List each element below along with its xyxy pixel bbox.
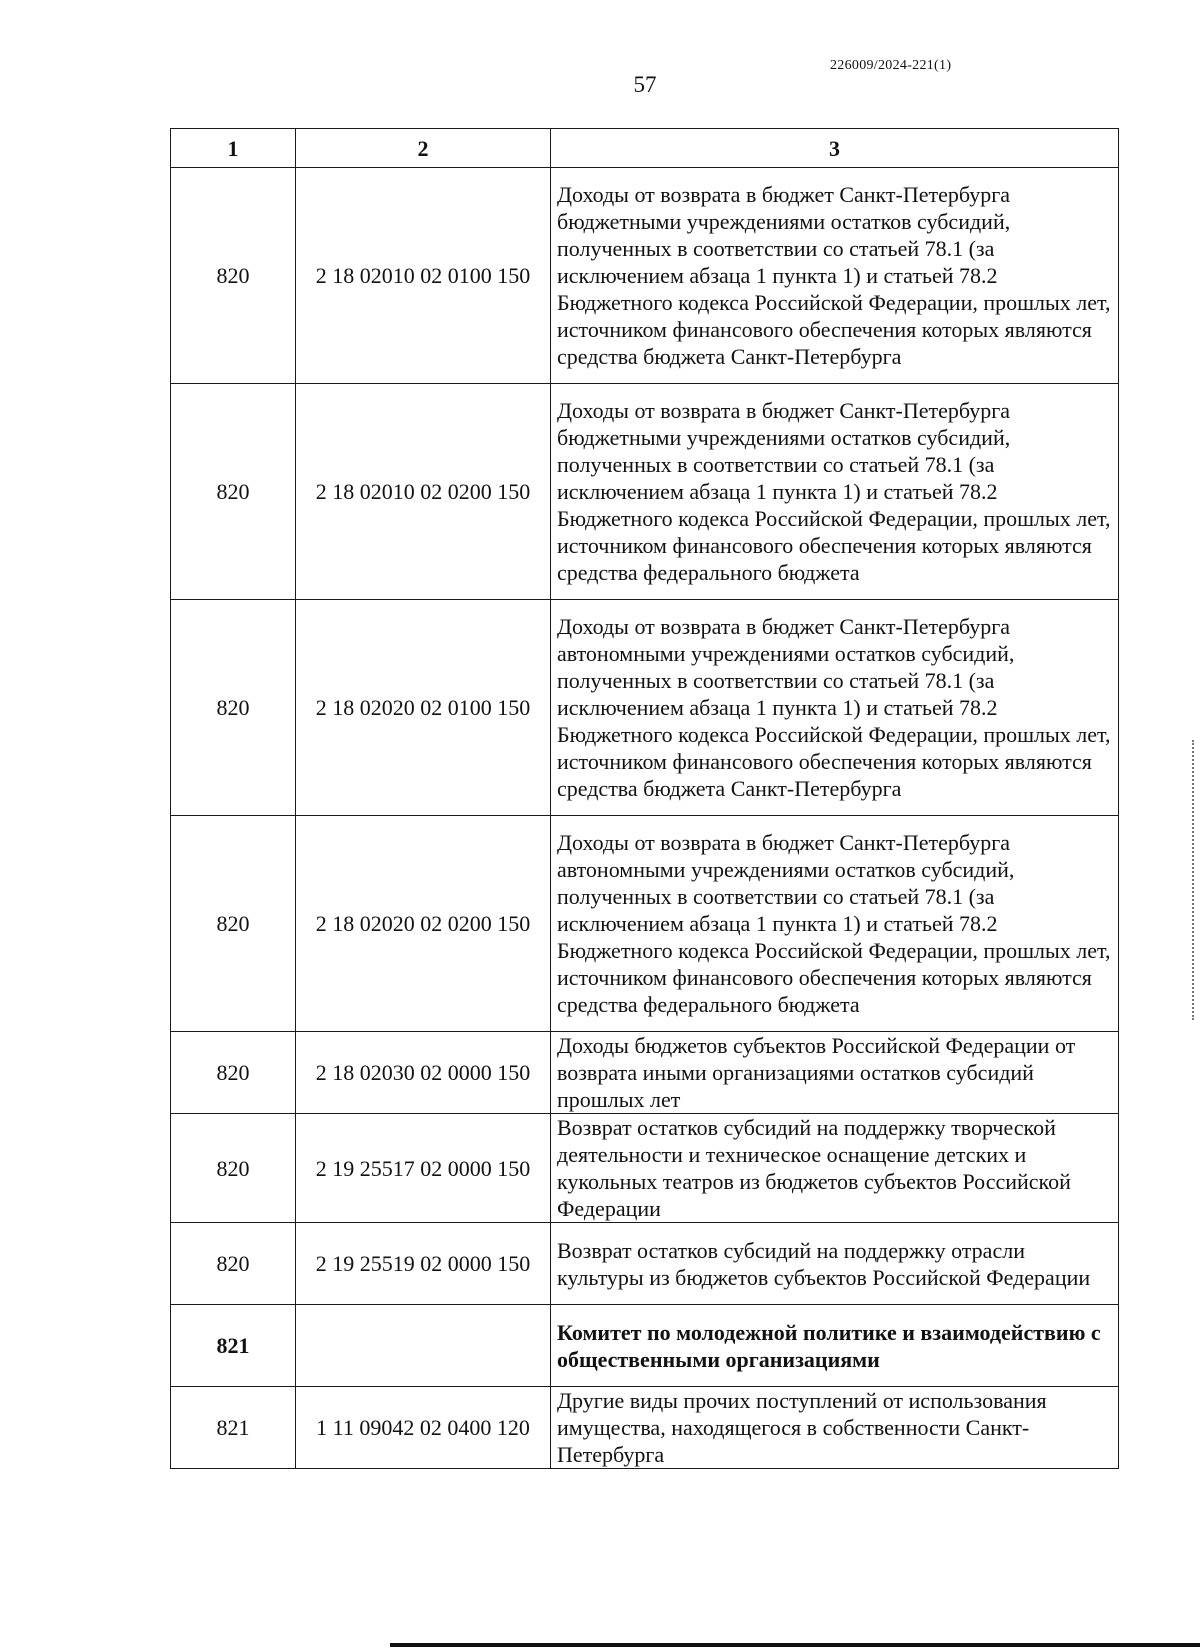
administrator-code-cell: 820 [171, 600, 296, 816]
administrator-code-cell: 820 [171, 816, 296, 1032]
table-row [171, 1032, 1119, 1114]
revenue-code-cell: 1 11 09042 02 0400 120 [296, 1387, 551, 1469]
administrator-code-cell: 820 [171, 168, 296, 384]
revenue-name-cell: Возврат остатков субсидий на поддержку творческой деятельности и техническое оснащение детских и кукольных театров из бюджетов субъектов Российской Федерации [551, 1114, 1119, 1223]
table-row [171, 1387, 1119, 1469]
revenue-codes-table [170, 128, 1119, 1469]
table-row [171, 1223, 1119, 1305]
table-header-row [171, 129, 1119, 168]
revenue-code-cell: 2 18 02010 02 0100 150 [296, 168, 551, 384]
administrator-code-cell: 821 [171, 1305, 296, 1387]
revenue-code-cell: 2 18 02020 02 0100 150 [296, 600, 551, 816]
table-row [171, 384, 1119, 600]
table-row [171, 168, 1119, 384]
column-header-1: 1 [171, 129, 296, 168]
revenue-name-cell: Доходы от возврата в бюджет Санкт-Петербурга бюджетными учреждениями остатков субсидий, полученных в соответствии со статьей 78.1 (за исключением абзаца 1 пункта 1) и статьей 78.2 Бюджетного кодекса Российской Федерации, прошлых лет, источником финансового обеспечения которых являются средства федерального бюджета [551, 384, 1119, 600]
administrator-code-cell: 820 [171, 384, 296, 600]
administrator-code-cell: 820 [171, 1223, 296, 1305]
column-header-3: 3 [551, 129, 1119, 168]
table-row [171, 1114, 1119, 1223]
revenue-code-cell: 2 18 02020 02 0200 150 [296, 816, 551, 1032]
revenue-code-cell: 2 18 02030 02 0000 150 [296, 1032, 551, 1114]
administrator-code-cell: 820 [171, 1032, 296, 1114]
page-number: 57 [633, 72, 657, 97]
revenue-name-cell: Доходы от возврата в бюджет Санкт-Петербурга автономными учреждениями остатков субсидий, полученных в соответствии со статьей 78.1 (за исключением абзаца 1 пункта 1) и статьей 78.2 Бюджетного кодекса Российской Федерации, прошлых лет, источником финансового обеспечения которых являются средства бюджета Санкт-Петербурга [551, 600, 1119, 816]
revenue-code-cell: 2 19 25517 02 0000 150 [296, 1114, 551, 1223]
bottom-scan-rule [390, 1643, 1200, 1647]
administrator-code-cell: 820 [171, 1114, 296, 1223]
scan-edge-marks [1192, 740, 1200, 1020]
revenue-name-cell: Доходы от возврата в бюджет Санкт-Петербурга бюджетными учреждениями остатков субсидий, полученных в соответствии со статьей 78.1 (за исключением абзаца 1 пункта 1) и статьей 78.2 Бюджетного кодекса Российской Федерации, прошлых лет, источником финансового обеспечения которых являются средства бюджета Санкт-Петербурга [551, 168, 1119, 384]
revenue-code-cell [296, 1305, 551, 1387]
revenue-code-cell: 2 18 02010 02 0200 150 [296, 384, 551, 600]
column-header-2: 2 [296, 129, 551, 168]
document-registration-number: 226009/2024-221(1) [830, 58, 952, 73]
table-row [171, 600, 1119, 816]
table-row [171, 816, 1119, 1032]
administrator-code-cell: 821 [171, 1387, 296, 1469]
revenue-code-cell: 2 19 25519 02 0000 150 [296, 1223, 551, 1305]
table-row-section-header [171, 1305, 1119, 1387]
revenue-name-cell: Возврат остатков субсидий на поддержку отрасли культуры из бюджетов субъектов Российской Федерации [551, 1223, 1119, 1305]
revenue-name-cell: Другие виды прочих поступлений от использования имущества, находящегося в собственности Санкт-Петербурга [551, 1387, 1119, 1469]
administrator-name-cell: Комитет по молодежной политике и взаимодействию с общественными организациями [551, 1305, 1119, 1387]
revenue-name-cell: Доходы бюджетов субъектов Российской Федерации от возврата иными организациями остатков субсидий прошлых лет [551, 1032, 1119, 1114]
revenue-name-cell: Доходы от возврата в бюджет Санкт-Петербурга автономными учреждениями остатков субсидий, полученных в соответствии со статьей 78.1 (за исключением абзаца 1 пункта 1) и статьей 78.2 Бюджетного кодекса Российской Федерации, прошлых лет, источником финансового обеспечения которых являются средства федерального бюджета [551, 816, 1119, 1032]
